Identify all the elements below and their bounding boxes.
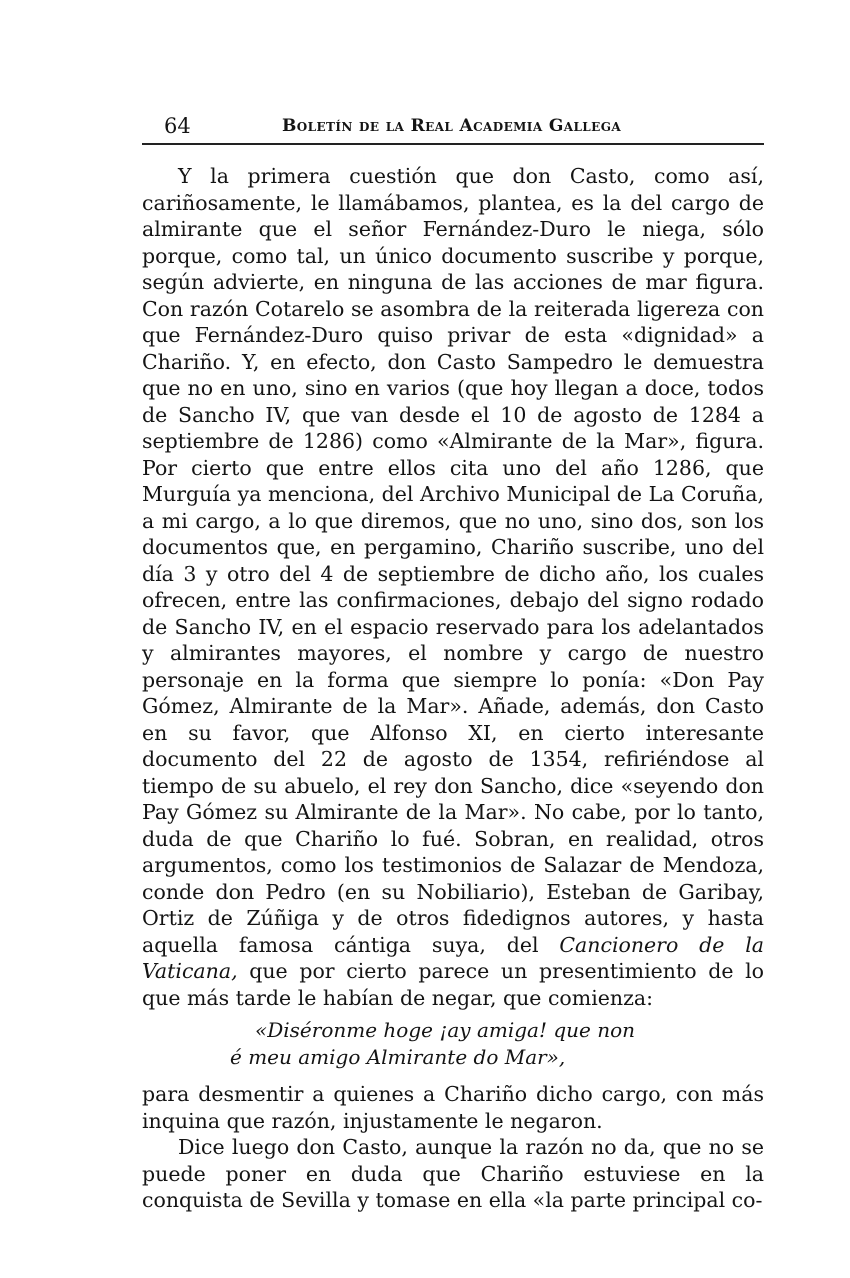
paragraph-1-end: que por cierto parece un presentimiento de lo que más tarde le habían de negar, que comienza: (142, 959, 764, 1010)
verse-line-1: «Diséronme hoge ¡ay amiga! que non (255, 1018, 636, 1042)
paragraph-1-text: Y la primera cuestión que don Casto, como así, cariñosamente, le llamábamos, plantea, es la del cargo de almirante que el señor Fernández-Duro le niega, sólo porque, como tal, un único documento suscribe y porque, según advierte, en ninguna de las acciones de mar figura. Con razón Cotarelo se asombra de la reiterada ligereza con que Fernández-Duro quiso privar de esta «dignidad» a Chariño. Y, en efecto, don Casto Sampedro le demuestra que no en uno, sino en varios (que hoy llegan a doce, todos de Sancho IV, que van desde el 10 de agosto de 1284 a septiembre de 1286) como «Almirante de la Mar», figura. Por cierto que entre ellos cita uno del año 1286, que Murguía ya menciona, del Archivo Municipal de La Coruña, a mi cargo, a lo que diremos, que no uno, sino dos, son los documentos que, en pergamino, Chariño suscribe, uno del día 3 y otro del 4 de septiembre de dicho año, los cuales ofrecen, entre las confirmaciones, debajo del signo rodado de Sancho IV, en el espacio reservado para los adelantados y almirantes mayores, el nombre y cargo de nuestro personaje en la forma que siempre lo ponía: «Don Pay Gómez, Almirante de la Mar». Añade, además, don Casto en su favor, que Alfonso XI, en cierto interesante documento del 22 de agosto de 1354, refiriéndose al tiempo de su abuelo, el rey don Sancho, dice «seyendo don Pay Gómez su Almirante de la Mar». No cabe, por lo tanto, duda de que Chariño lo fué. Sobran, en realidad, otros argumentos, como los testimonios de Salazar de Mendoza, conde don Pedro (en su Nobiliario), Esteban de Garibay, Ortiz de Zúñiga y de otros fidedignos autores, y hasta aquella famosa cántiga suya, del (142, 164, 764, 957)
header-rule (142, 143, 764, 145)
page-number: 64 (164, 114, 191, 138)
verse-line-2: é meu amigo Almirante do Mar», (230, 1045, 566, 1069)
running-title: Boletín de la Real Academia Gallega (282, 116, 622, 136)
body-text (142, 163, 764, 1214)
page-header (142, 112, 764, 142)
verse-quote (142, 1017, 764, 1071)
paragraph-2: para desmentir a quienes a Chariño dicho cargo, con más inquina que razón, injustamente le negaron. (142, 1082, 764, 1133)
paragraph-1 (142, 163, 764, 1011)
book-title: Cancionero de la Vaticana, (142, 932, 764, 983)
paragraph-3: Dice luego don Casto, aunque la razón no da, que no se puede poner en duda que Chariño estuviese en la conquista de Sevilla y tomase en ella «la parte principal co- (142, 1135, 764, 1212)
